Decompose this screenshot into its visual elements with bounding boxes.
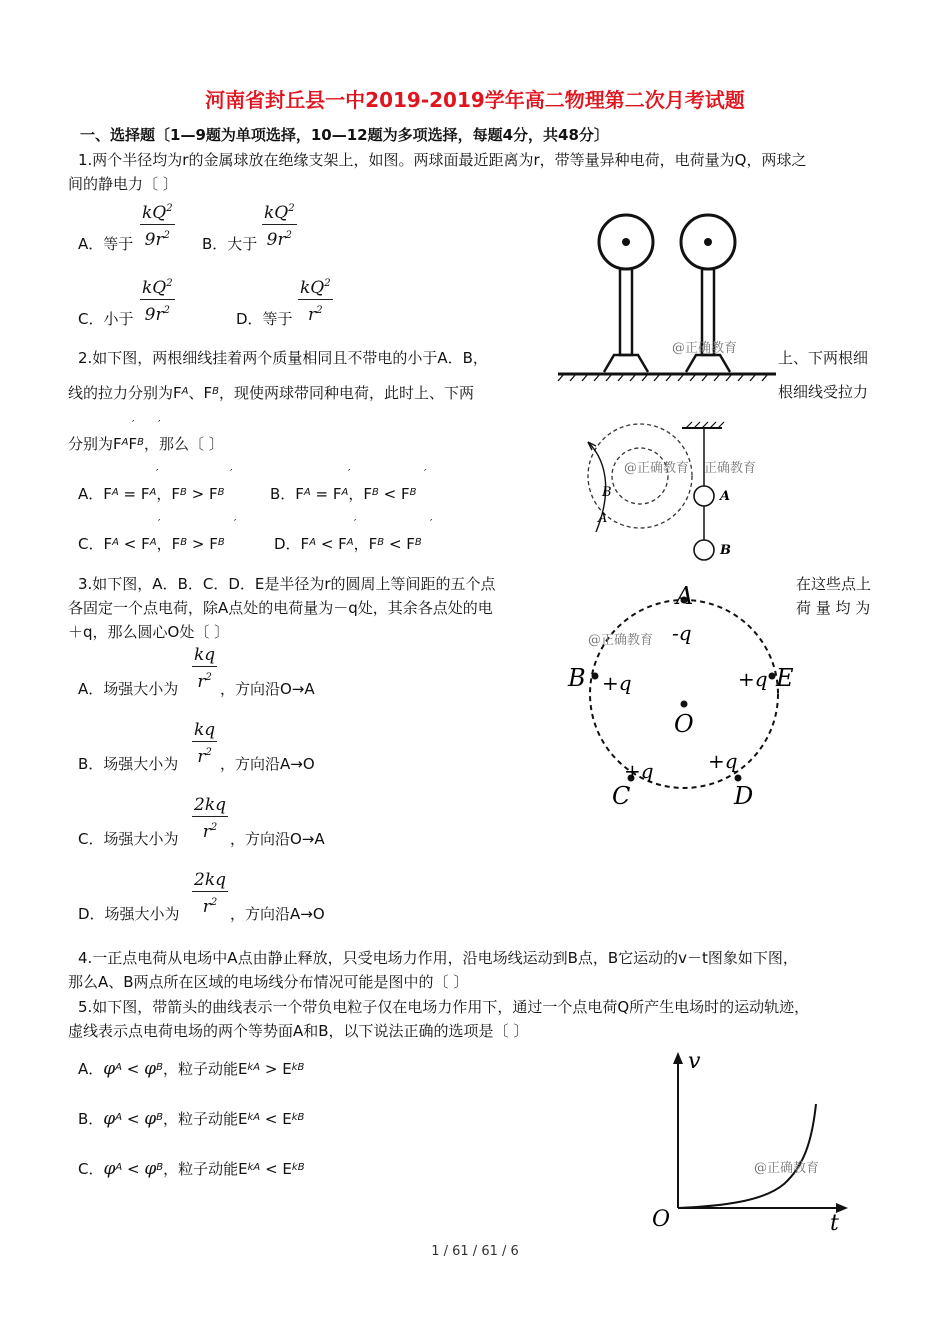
q1-line2: 间的静电力〔 〕 (68, 175, 178, 193)
q1-line1: 1.两个半径均为r的金属球放在绝缘支架上，如图。两球面最近距离为r，带等量异种电荷，电荷量为Q，两球之 (78, 151, 807, 169)
q1-option-a: A．等于 (78, 235, 134, 253)
watermark: @正确教育 (754, 1161, 820, 1176)
q2-figure (580, 420, 780, 568)
q3-option-a-direction: ，方向沿O→A (220, 680, 315, 698)
q3-option-c-direction: ，方向沿O→A (230, 830, 325, 848)
left-ball (599, 215, 653, 269)
ball-b (694, 540, 714, 560)
q1-option-d-fraction: $\frac{kQ^2}{r^2}$ (298, 273, 333, 326)
label-v: v (688, 1049, 701, 1074)
vt-curve (678, 1104, 816, 1208)
q4-line1: 4.一正点电荷从电场中A点由静止释放，只受电场力作用，沿电场线运动到B点，B它运动的v－t图象如下图， (78, 949, 798, 967)
label-b-circle: B (602, 485, 612, 500)
label-b: B (568, 664, 586, 692)
q2-option-c: C．$F_A < F_A$，$F_B > F_B$ (78, 535, 225, 553)
label-a-circle: A (598, 511, 608, 526)
charge-d: +q (708, 749, 738, 773)
q1-option-c: C．小于 (78, 310, 134, 328)
q2-option-d: D．$F_A < F_A$，$F_B < F_B$ (274, 535, 422, 553)
watermark: @正确教育 (672, 341, 738, 356)
charge-e: +q (738, 667, 768, 691)
q5-option-c: C．$\varphi_A < \varphi_B$，粒子动能$E_{kA} < E_{kB}$ (78, 1159, 305, 1179)
label-ball-a: A (720, 489, 731, 504)
v-axis-arrow (673, 1052, 683, 1064)
section-heading: 一、选择题〔1—9题为单项选择，10—12题为多项选择，每题4分，共48分〕 (80, 126, 609, 144)
q3-line1: 3.如下图，A．B．C．D．E是半径为r的圆周上等间距的五个点 (78, 575, 496, 593)
q3-line1-right: 在这些点上 (796, 575, 872, 593)
charge-c: +q (624, 759, 654, 783)
q2-line2: 线的拉力分别为$F_A$、$F_B$，现使两球带同种电荷，此时上、下两 (68, 384, 475, 402)
label-o: O (674, 710, 694, 738)
q3-option-d-fraction: $\frac{2kq}{r^2}$ (194, 870, 226, 917)
q1-option-b-fraction: $\frac{kQ^2}{9r^2}$ (262, 198, 297, 251)
q3-line3: ＋q，那么圆心O处〔 〕 (68, 623, 230, 641)
q3-option-a: A．场强大小为 (78, 680, 179, 698)
q1-option-c-fraction: $\frac{kQ^2}{9r^2}$ (140, 273, 175, 326)
q3-option-b-fraction: $\frac{kq}{r^2}$ (194, 720, 216, 767)
left-base (604, 355, 648, 372)
q1-figure (556, 210, 778, 382)
charge-a: -q (672, 621, 692, 645)
q2-option-b: B．$F_A = F_A$，$F_B < F_B$ (270, 485, 417, 503)
q3-option-b: B．场强大小为 (78, 755, 179, 773)
q2-line1-right: 上、下两根细 (778, 349, 869, 367)
label-ball-b: B (720, 543, 731, 558)
q2-line3: 分别为$F_AF_B$，那么〔 〕 (68, 435, 224, 453)
q5-line1: 5.如下图，带箭头的曲线表示一个带负电粒子仅在电场力作用下，通过一个点电荷Q所产生电场时的运动轨迹， (78, 998, 810, 1016)
q1-option-b: B．大于 (202, 235, 258, 253)
q1-option-d: D．等于 (236, 310, 293, 328)
q3-option-b-direction: ，方向沿A→O (220, 755, 315, 773)
q3-line2: 各固定一个点电荷，除A点处的电荷量为－q处，其余各点处的电 (68, 599, 493, 617)
charge-b: +q (602, 671, 632, 695)
watermark-2: 正确教育 (704, 461, 757, 476)
q5-option-b: B．$\varphi_A < \varphi_B$，粒子动能$E_{kA} < E_{kB}$ (78, 1109, 305, 1129)
right-base (686, 355, 730, 372)
label-c: C (612, 782, 631, 810)
page-footer: 1 / 61 / 61 / 6 (431, 1244, 519, 1259)
right-ball (681, 215, 735, 269)
q5-line2: 虚线表示点电荷电场的两个等势面A和B，以下说法正确的选项是〔 〕 (68, 1022, 529, 1040)
left-stand (620, 269, 632, 355)
label-t: t (830, 1211, 839, 1232)
q3-option-a-fraction: $\frac{kq}{r^2}$ (194, 645, 216, 692)
label-d: D (734, 782, 754, 810)
q2-option-a: A．$F_A = F_A$，$F_B > F_B$ (78, 485, 225, 503)
q3-option-c-fraction: $\frac{2kq}{r^2}$ (194, 795, 226, 842)
label-e: E (776, 664, 794, 692)
label-a: A (676, 582, 694, 610)
watermark: @正确教育 (624, 461, 690, 476)
q2-line1: 2.如下图，两根细线挂着两个质量相同且不带电的小于A．B， (78, 349, 488, 367)
q3-option-d: D．场强大小为 (78, 905, 180, 923)
q3-option-c: C．场强大小为 (78, 830, 179, 848)
q2-line2-right: 根细线受拉力 (778, 383, 869, 401)
q4-line2: 那么A、B两点所在区域的电场线分布情况可能是图中的〔 〕 (68, 973, 469, 991)
page-title: 河南省封丘县一中2019-2019学年高二物理第二次月考试题 (205, 88, 745, 112)
q3-option-d-direction: ，方向沿A→O (230, 905, 325, 923)
label-origin: O (652, 1207, 671, 1232)
q5-option-a: A．$\varphi_A < \varphi_B$，粒子动能$E_{kA} > E_{kB}$ (78, 1059, 305, 1079)
q3-line2-right: 荷 量 均 为 (796, 599, 871, 617)
q4-vt-graph (644, 1046, 854, 1232)
q3-figure (562, 582, 812, 812)
q1-option-a-fraction: $\frac{kQ^2}{9r^2}$ (140, 198, 175, 251)
ball-a (694, 486, 714, 506)
watermark: @正确教育 (588, 633, 654, 648)
